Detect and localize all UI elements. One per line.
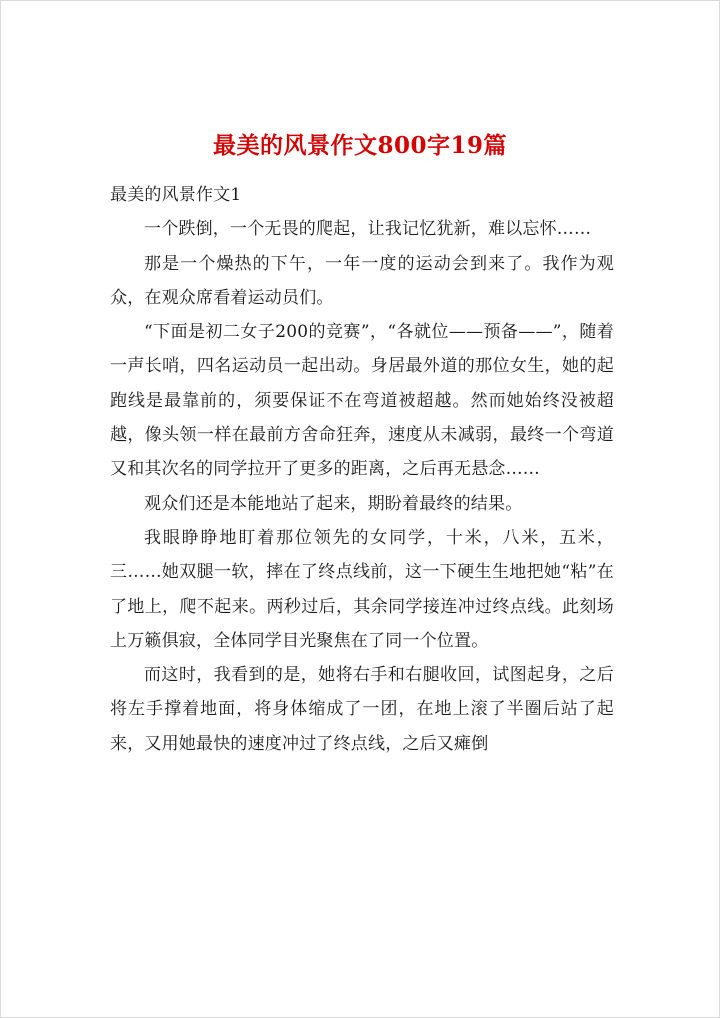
document-title: 最美的风景作文800字19篇 bbox=[212, 132, 508, 160]
paragraph-6: 而这时，我看到的是，她将右手和右腿收回，试图起身，之后将左手撑着地面，将身体缩成了一团，在地上滚了半圈后站了起来，又用她最快的速度冲过了终点线，之后又瘫倒 bbox=[110, 665, 614, 754]
paragraph-3: “下面是初二女子200的竞赛”，“各就位——预备——”，随着一声长哨，四名运动员一起出动。身居最外道的那位女生，她的起跑线是最靠前的，须要保证不在弯道被超越。然而她始终没被超越，像头领一样在最前方舍命狂奔，速度从未减弱，最终一个弯道又和其次名的同学拉开了更多的距离，之后再无悬念…… bbox=[110, 322, 614, 480]
paragraph-5: 我眼睁睁地盯着那位领先的女同学，十米，八米，五米，三……她双腿一软，摔在了终点线前，这一下硬生生地把她“粘”在了地上，爬不起来。两秒过后，其余同学接连冲过终点线。此刻场上万籁俱寂，全体同学目光聚焦在了同一个位置。 bbox=[110, 527, 614, 651]
paragraph-1: 一个跌倒，一个无畏的爬起，让我记忆犹新，难以忘怀…… bbox=[144, 219, 592, 240]
section-heading: 最美的风景作文1 bbox=[110, 185, 242, 205]
paragraph-2: 那是一个燥热的下午，一年一度的运动会到来了。我作为观众，在观众席看着运动员们。 bbox=[110, 253, 614, 308]
paragraph-4: 观众们还是本能地站了起来，期盼着最终的结果。 bbox=[144, 493, 523, 514]
article-body bbox=[110, 178, 614, 761]
